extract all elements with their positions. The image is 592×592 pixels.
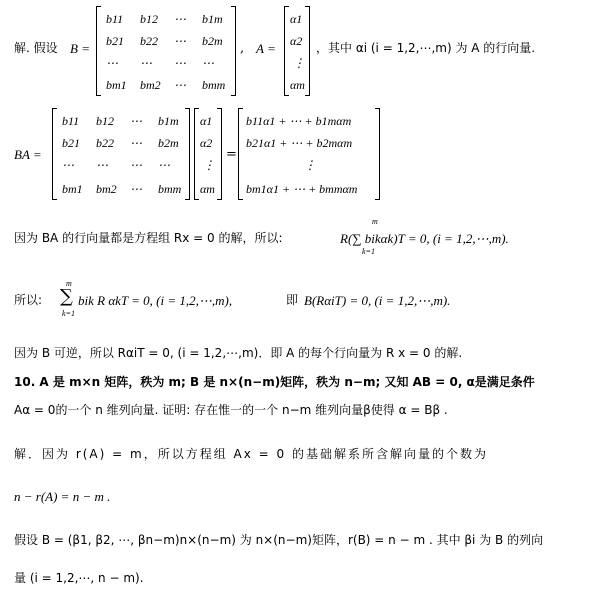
matrix-cell: b11 [106,12,124,26]
sum-upper: m [372,217,378,226]
matrix-cell: α1 [200,114,213,128]
solution-10-line1: 解．因为 r(A) = m，所以方程组 Ax = 0 的基础解系所含解向量的个数为 [14,447,488,461]
matrix-cell: b12 [140,12,158,26]
b-label: B = [70,41,90,56]
matrix-cell: α2 [290,34,303,48]
matrix-cell: b21 [62,136,80,150]
matrix-cell: b2m [158,136,179,150]
sum-upper: m [66,279,72,288]
line4-formula: bik R αkT = 0, (i = 1,2,⋯,m), [78,293,233,308]
line4-mid: 即 [286,293,299,307]
matrix-cell: bmm [158,182,182,196]
matrix-cell: bm1 [106,78,127,92]
matrix-cell: bm2 [96,182,117,196]
matrix-cell: ⋮ [293,56,305,70]
matrix-cell: b12 [96,114,114,128]
matrix-cell: ⋯ [130,158,142,172]
sum-lower: k=1 [362,247,375,256]
ba-label: BA = [14,147,42,162]
matrix-cell: ⋯ [62,158,74,172]
matrix-cell: b1m [202,12,223,26]
matrix-cell: ⋮ [203,158,215,172]
matrix-cell: ⋯ [130,136,142,150]
line5-text: 因为 B 可逆，所以 RαiT = 0, (i = 1,2,⋯,m)．即 A 的每个行向量为 R x = 0 的解. [14,346,463,360]
matrix-cell: ⋮ [304,158,316,172]
matrix-cell: bm2 [140,78,161,92]
matrix-cell: ⋯ [96,158,108,172]
matrix-cell: ⋯ [174,78,186,92]
matrix-cell: bmm [202,78,226,92]
line4-formula2: B(RαiT) = 0, (i = 1,2,⋯,m). [304,293,451,308]
line4-prefix: 所以: [14,293,43,307]
solution-intro: 解. 假设 [14,41,58,55]
matrix-cell: ⋯ [130,182,142,196]
matrix-a-column [284,6,310,96]
matrix-cell: bm1α1 + ⋯ + bmmαm [246,182,358,196]
matrix-b-repeat [52,108,190,200]
matrix-cell: ⋯ [174,12,186,26]
matrix-cell: b11 [62,114,80,128]
matrix-cell: b22 [140,34,158,48]
matrix-cell: b21α1 + ⋯ + b2mαm [246,136,353,150]
matrix-cell: b2m [202,34,223,48]
matrix-cell: bm1 [62,182,83,196]
matrix-cell: b1m [158,114,179,128]
matrix-cell: b22 [96,136,114,150]
matrix-a-column-repeat [194,108,222,200]
matrix-cell: ⋯ [158,158,170,172]
matrix-cell: b21 [106,34,124,48]
matrix-cell: αm [200,182,215,196]
matrix-cell: ⋯ [174,56,186,70]
matrix-ba-result [238,108,380,200]
solution-10-line3: 假设 B = (β1, β2, ⋯, βn−m)n×(n−m) 为 n×(n−m)矩阵，r(B) = n − m . 其中 βi 为 B 的列向 [14,533,544,547]
line3-formula: R(∑ bikαk)T = 0, (i = 1,2,⋯,m). [340,231,509,246]
solution-10-line2: n − r(A) = n − m . [14,489,111,504]
matrix-cell: α1 [290,12,303,26]
sum-lower: k=1 [62,309,75,318]
matrix-cell: ⋯ [202,56,214,70]
problem-10-statement: 10. A 是 m×n 矩阵，秩为 m; B 是 n×(n−m)矩阵，秩为 n−m; 又知 AB = 0, α是满足条件 [14,375,535,389]
problem-10-statement-cont: Aα = 0的一个 n 维列向量. 证明: 存在惟一的一个 n−m 维列向量β使得 α = Bβ . [14,403,448,417]
matrix-cell: α2 [200,136,213,150]
matrix-b [96,6,236,96]
matrix-cell: b11α1 + ⋯ + b1mαm [246,114,352,128]
solution-10-line4: 量 (i = 1,2,⋯, n − m). [14,571,144,585]
line3-text: 因为 BA 的行向量都是方程组 Rx = 0 的解，所以: [14,231,283,245]
line1-suffix: ，其中 αi (i = 1,2,⋯,m) 为 A 的行向量. [316,41,536,55]
matrix-cell: αm [290,78,305,92]
matrix-cell: ⋯ [174,34,186,48]
matrix-cell: ⋯ [130,114,142,128]
matrix-cell: ⋯ [140,56,152,70]
matrix-cell: ⋯ [106,56,118,70]
a-label: A = [256,41,276,56]
